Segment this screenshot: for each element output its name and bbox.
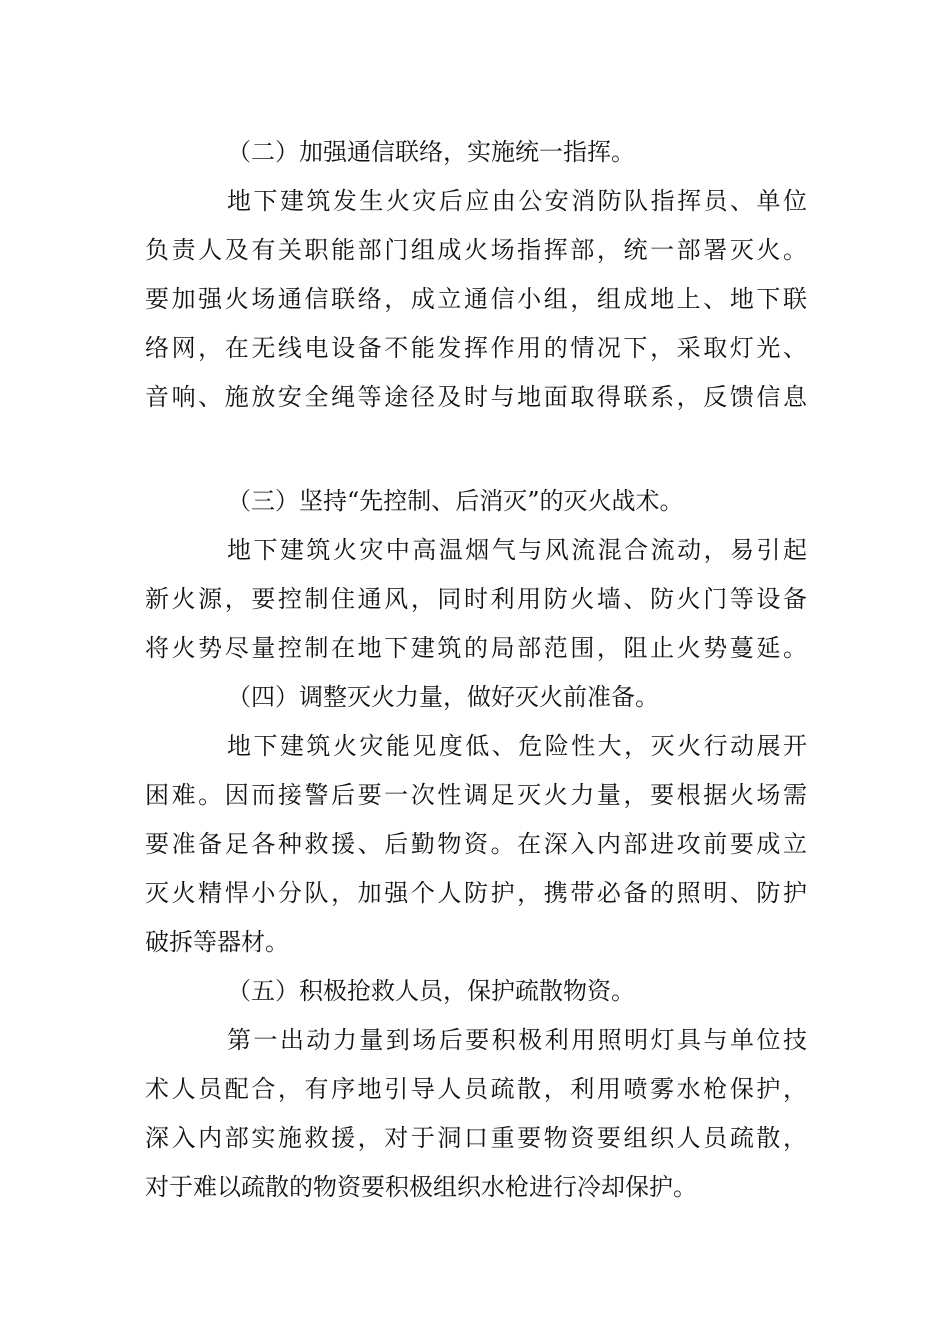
section-2-line-4: 络网，在无线电设备不能发挥作用的情况下，采取灯光、 — [145, 334, 807, 362]
section-2 — [145, 128, 807, 422]
section-3-line-1: 地下建筑火灾中高温烟气与风流混合流动，易引起 — [227, 536, 807, 564]
section-3-line-3: 将火势尽量控制在地下建筑的局部范围，阻止火势蔓延。 — [145, 634, 807, 662]
section-4-line-5: 破拆等器材。 — [145, 928, 289, 956]
section-4-line-3: 要准备足各种救援、后勤物资。在深入内部进攻前要成立 — [145, 830, 807, 858]
section-2-line-3: 要加强火场通信联络，成立通信小组，组成地上、地下联 — [145, 285, 807, 313]
section-2-line-1: 地下建筑发生火灾后应由公安消防队指挥员、单位 — [227, 187, 807, 215]
section-3-line-2: 新火源，要控制住通风，同时利用防火墙、防火门等设备 — [145, 585, 807, 613]
section-5-heading: （五）积极抢救人员，保护疏散物资。 — [227, 977, 635, 1005]
section-3-heading: （三）坚持“先控制、后消灭”的灭火战术。 — [227, 487, 684, 515]
section-5-line-4: 对于难以疏散的物资要积极组织水枪进行冷却保护。 — [145, 1173, 697, 1201]
section-4-heading: （四）调整灭火力量，做好灭火前准备。 — [227, 683, 659, 711]
section-2-line-5: 音响、施放安全绳等途径及时与地面取得联系，反馈信息 — [145, 383, 807, 411]
section-5-line-3: 深入内部实施救援，对于洞口重要物资要组织人员疏散， — [145, 1124, 807, 1152]
section-4-line-1: 地下建筑火灾能见度低、危险性大，灭火行动展开 — [227, 732, 807, 760]
section-4-line-4: 灭火精悍小分队，加强个人防护，携带必备的照明、防护 — [145, 879, 807, 907]
section-5-line-1: 第一出动力量到场后要积极利用照明灯具与单位技 — [227, 1026, 807, 1054]
section-2-line-2: 负责人及有关职能部门组成火场指挥部，统一部署灭火。 — [145, 236, 807, 264]
section-5-line-2: 术人员配合，有序地引导人员疏散，利用喷雾水枪保护， — [145, 1075, 807, 1103]
section-4-line-2: 困难。因而接警后要一次性调足灭火力量，要根据火场需 — [145, 781, 807, 809]
section-2-heading: （二）加强通信联络，实施统一指挥。 — [227, 138, 635, 166]
sections-3-to-5 — [145, 477, 807, 1212]
